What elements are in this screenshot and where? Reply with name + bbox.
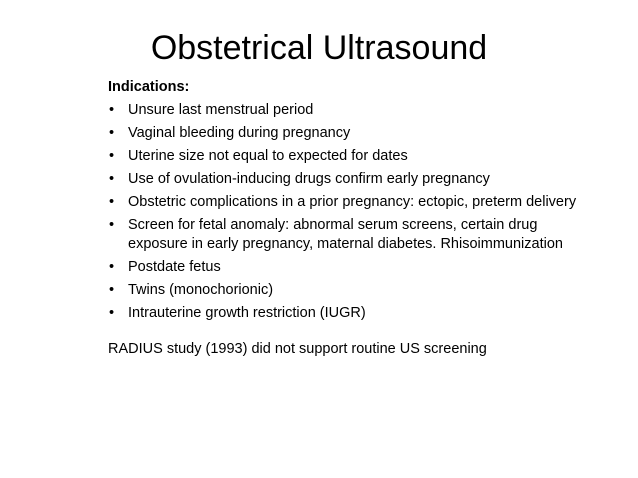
- list-item-text: Intrauterine growth restriction (IUGR): [128, 305, 366, 321]
- slide-title: Obstetrical Ultrasound: [150, 29, 488, 67]
- footnote-text: RADIUS study (1993) did not support routine US screening: [108, 341, 487, 357]
- list-item-text: Postdate fetus: [128, 259, 221, 275]
- list-item-text: Screen for fetal anomaly: abnormal serum screens, certain drug exposure in early pregnancy, maternal diabetes. Rhisoimmunization: [128, 217, 563, 252]
- bullet-icon: •: [109, 259, 115, 275]
- list-item-text: Uterine size not equal to expected for dates: [128, 148, 408, 164]
- list-item-text: Obstetric complications in a prior pregnancy: ectopic, preterm delivery: [128, 194, 577, 210]
- list-item: [108, 281, 588, 300]
- bullet-icon: •: [109, 282, 115, 298]
- bullet-icon: •: [109, 194, 115, 210]
- list-item: [108, 124, 588, 143]
- indications-list: [108, 101, 588, 323]
- bullet-icon: •: [109, 217, 115, 233]
- list-item-text: Vaginal bleeding during pregnancy: [128, 125, 351, 141]
- bullet-icon: •: [109, 305, 115, 321]
- list-item: [108, 216, 588, 254]
- list-item: [108, 101, 588, 120]
- slide-content: [108, 78, 588, 359]
- indications-heading: Indications:: [108, 79, 190, 95]
- list-item-text: Use of ovulation-inducing drugs confirm early pregnancy: [128, 171, 490, 187]
- list-item-text: Twins (monochorionic): [128, 282, 274, 298]
- list-item: [108, 258, 588, 277]
- list-item-text: Unsure last menstrual period: [128, 102, 314, 118]
- bullet-icon: •: [109, 102, 115, 118]
- list-item: [108, 304, 588, 323]
- list-item: [108, 147, 588, 166]
- bullet-icon: •: [109, 171, 115, 187]
- list-item: [108, 193, 588, 212]
- bullet-icon: •: [109, 148, 115, 164]
- list-item: [108, 170, 588, 189]
- bullet-icon: •: [109, 125, 115, 141]
